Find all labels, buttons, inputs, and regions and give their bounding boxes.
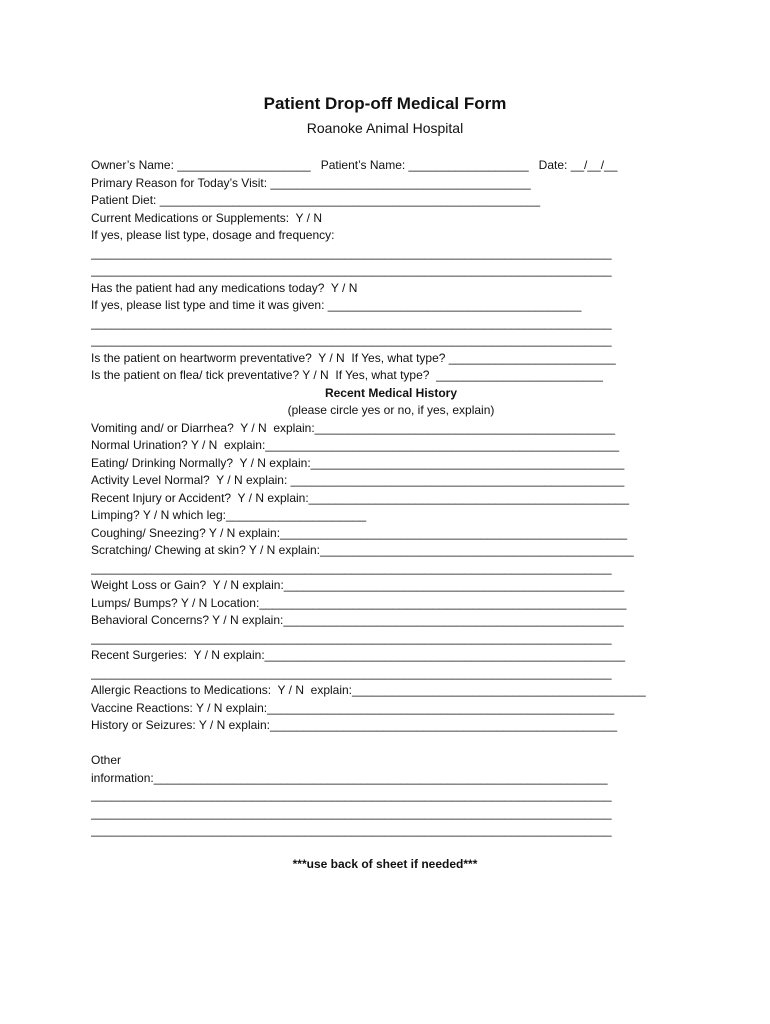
flea-tick-preventative-line[interactable]: Is the patient on flea/ tick preventative? Y / N If Yes, what type? _________________________ <box>91 368 603 382</box>
behavioral-concerns-line[interactable]: Behavioral Concerns? Y / N explain:___________________________________________________ <box>91 613 624 627</box>
medications-blank-line[interactable]: ______________________________________________________________________________ <box>91 263 612 277</box>
urination-line[interactable]: Normal Urination? Y / N explain:_____________________________________________________ <box>91 438 620 452</box>
today-medications-blank-line[interactable]: ______________________________________________________________________________ <box>91 333 612 347</box>
other-blank-line[interactable]: ______________________________________________________________________________ <box>91 805 612 820</box>
today-medications-question[interactable]: Has the patient had any medications today? Y / N <box>91 280 358 295</box>
activity-level-line[interactable]: Activity Level Normal? Y / N explain: __________________________________________________ <box>91 473 625 487</box>
medical-history-instructions: (please circle yes or no, if yes, explain) <box>287 403 495 417</box>
lumps-bumps-line[interactable]: Lumps/ Bumps? Y / N Location:_______________________________________________________ <box>91 595 627 610</box>
surgeries-blank-line[interactable]: ______________________________________________________________________________ <box>91 665 612 680</box>
owner-patient-date-line[interactable]: Owner’s Name: ____________________ Patient’s Name: __________________ Date: __/__/__ <box>91 158 618 172</box>
vomiting-line[interactable]: Vomiting and/ or Diarrhea? Y / N explain:_____________________________________________ <box>91 420 616 435</box>
other-label: Other <box>91 753 122 767</box>
coughing-sneezing-line[interactable]: Coughing/ Sneezing? Y / N explain:____________________________________________________ <box>91 525 628 540</box>
weight-change-line[interactable]: Weight Loss or Gain? Y / N explain:___________________________________________________ <box>91 578 625 592</box>
form-title: Patient Drop-off Medical Form <box>263 94 507 113</box>
today-medications-blank-line[interactable]: ______________________________________________________________________________ <box>91 315 612 330</box>
limping-line[interactable]: Limping? Y / N which leg:_____________________ <box>91 508 367 522</box>
visit-reason-line[interactable]: Primary Reason for Today’s Visit: _______________________________________ <box>91 175 531 190</box>
injury-accident-line[interactable]: Recent Injury or Accident? Y / N explain:________________________________________________ <box>91 490 630 505</box>
hospital-name: Roanoke Animal Hospital <box>306 120 464 136</box>
other-blank-line[interactable]: ______________________________________________________________________________ <box>91 788 612 802</box>
medications-ifyes-prompt: If yes, please list type, dosage and frequency: <box>91 228 335 242</box>
spacer <box>91 735 691 753</box>
current-medications-question[interactable]: Current Medications or Supplements: Y / N <box>91 210 322 225</box>
allergic-reactions-line[interactable]: Allergic Reactions to Medications: Y / N explain:____________________________________________ <box>91 683 646 697</box>
scratching-blank-line[interactable]: ______________________________________________________________________________ <box>91 560 612 575</box>
heartworm-preventative-line[interactable]: Is the patient on heartworm preventative? Y / N If Yes, what type? _________________________ <box>91 350 616 365</box>
vaccine-reactions-line[interactable]: Vaccine Reactions: Y / N explain:____________________________________________________ <box>91 700 615 715</box>
scratching-chewing-line[interactable]: Scratching/ Chewing at skin? Y / N explain:_______________________________________________ <box>91 543 634 557</box>
seizures-history-line[interactable]: History or Seizures: Y / N explain:____________________________________________________ <box>91 718 618 732</box>
medications-blank-line[interactable]: ______________________________________________________________________________ <box>91 245 612 260</box>
eating-drinking-line[interactable]: Eating/ Drinking Normally? Y / N explain:_______________________________________________ <box>91 455 625 470</box>
medical-history-heading: Recent Medical History <box>324 385 458 400</box>
other-information-line[interactable]: information:____________________________________________________________________ <box>91 770 608 785</box>
today-medications-ifyes-line[interactable]: If yes, please list type and time it was given: ______________________________________ <box>91 298 582 312</box>
behavioral-blank-line[interactable]: ______________________________________________________________________________ <box>91 630 612 645</box>
form-body <box>91 157 691 840</box>
back-of-sheet-note: ***use back of sheet if needed*** <box>292 857 478 871</box>
recent-surgeries-line[interactable]: Recent Surgeries: Y / N explain:______________________________________________________ <box>91 648 626 662</box>
patient-diet-line[interactable]: Patient Diet: _________________________________________________________ <box>91 193 541 207</box>
other-blank-line[interactable]: ______________________________________________________________________________ <box>91 823 612 837</box>
